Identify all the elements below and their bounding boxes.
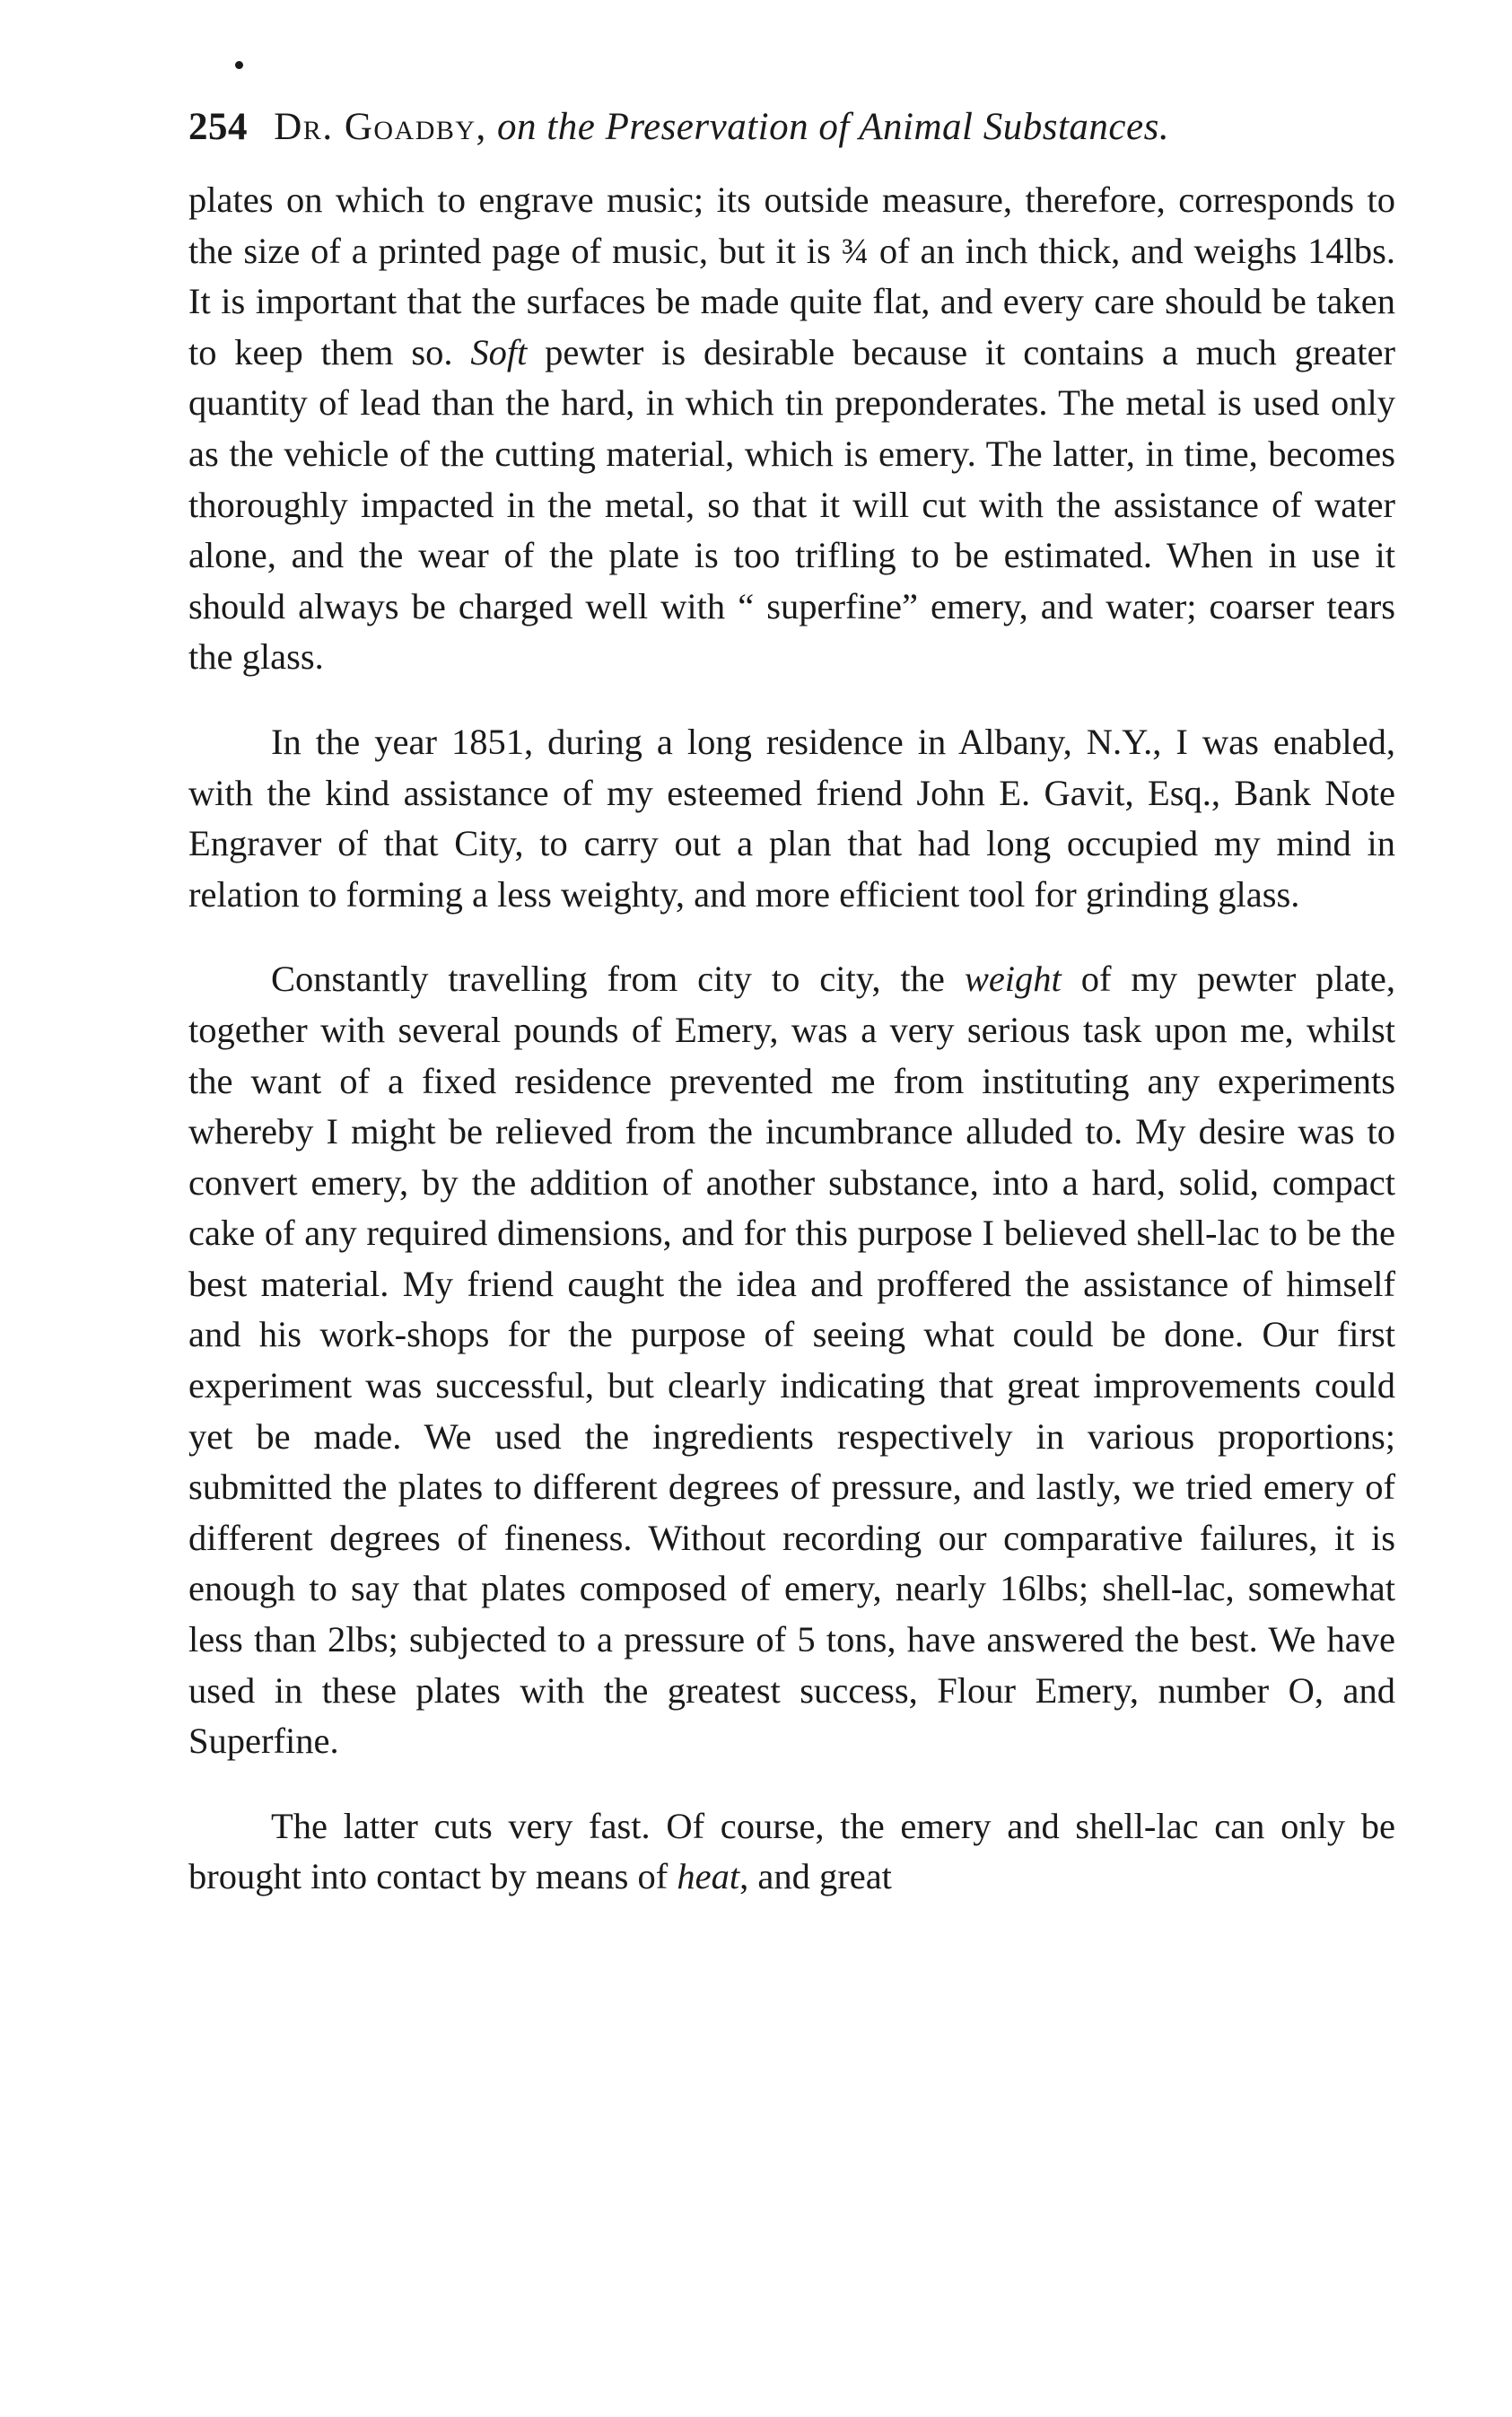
- paragraph-3: [188, 954, 1395, 1767]
- body-text: [188, 175, 1395, 1903]
- text-run: of my pewter plate, together with several pounds of Emery, was a very serious task upon me, whilst the want of a fixed residence prevented me from instituting any experiments whereby I might be relieved from the incumbrance alluded to. My desire was to convert emery, by the addition of another substance, into a hard, solid, compact cake of any required dimensions, and for this purpose I believed shell-lac to be the best material. My friend caught the idea and proffered the assistance of himself and his work-shops for the purpose of seeing what could be done. Our first experiment was successful, but clearly indicating that great improvements could yet be made. We used the ingredients respectively in various proportions; submitted the plates to different degrees of pressure, and lastly, we tried emery of different degrees of fineness. Without recording our comparative failures, it is enough to say that plates composed of emery, nearly 16lbs; shell-lac, somewhat less than 2lbs; subjected to a pressure of 5 tons, have answered the best. We have used in these plates with the greatest success, Flour Emery, number O, and Superfine.: [188, 959, 1395, 1762]
- text-run: In the year 1851, during a long residence in Albany, N.Y., I was enabled, with the kind assistance of my esteemed friend John E. Gavit, Esq., Bank Note Engraver of that City, to carry out a plan that had long occupied my mind in relation to forming a less weighty, and more efficient tool for grinding glass.: [188, 721, 1395, 915]
- text-run: Constantly travelling from city to city, the: [271, 959, 965, 1000]
- text-run-italic: Soft: [470, 331, 528, 372]
- paragraph-1: [188, 175, 1395, 683]
- text-run: pewter is desirable because it contains a much greater quantity of lead than the hard, in which tin preponderates. The metal is used only as the vehicle of the cutting material, which is emery. The latter, in time, becomes thoroughly impacted in the metal, so that it will cut with the assistance of water alone, and the wear of the plate is too trifling to be estimated. When in use it should always be charged well with “ superfine” emery, and water; coarser tears the glass.: [188, 331, 1395, 678]
- ink-dot: [235, 61, 243, 69]
- paragraph-4: [188, 1801, 1395, 1903]
- paragraph-2: [188, 717, 1395, 920]
- text-run-italic: heat: [677, 1856, 740, 1897]
- page-number: 254: [188, 106, 248, 148]
- running-head: [188, 101, 1355, 154]
- text-run-italic: weight: [964, 959, 1062, 1000]
- text-run: plates on which to engrave music; its outside measure, therefore, corresponds to the size of a printed page of music, but it is ¾ of an inch thick, and weighs 14lbs. It is important that the surfaces be made quite flat, and every care should be taken to keep them so.: [188, 180, 1395, 372]
- text-run: The latter cuts very fast. Of course, the emery and shell-lac can only be brought into contact by means of: [188, 1805, 1395, 1897]
- running-head-author: Dr. Goadby,: [274, 106, 487, 148]
- text-run: , and great: [739, 1856, 892, 1897]
- running-head-title: on the Preservation of Animal Substances.: [497, 106, 1170, 148]
